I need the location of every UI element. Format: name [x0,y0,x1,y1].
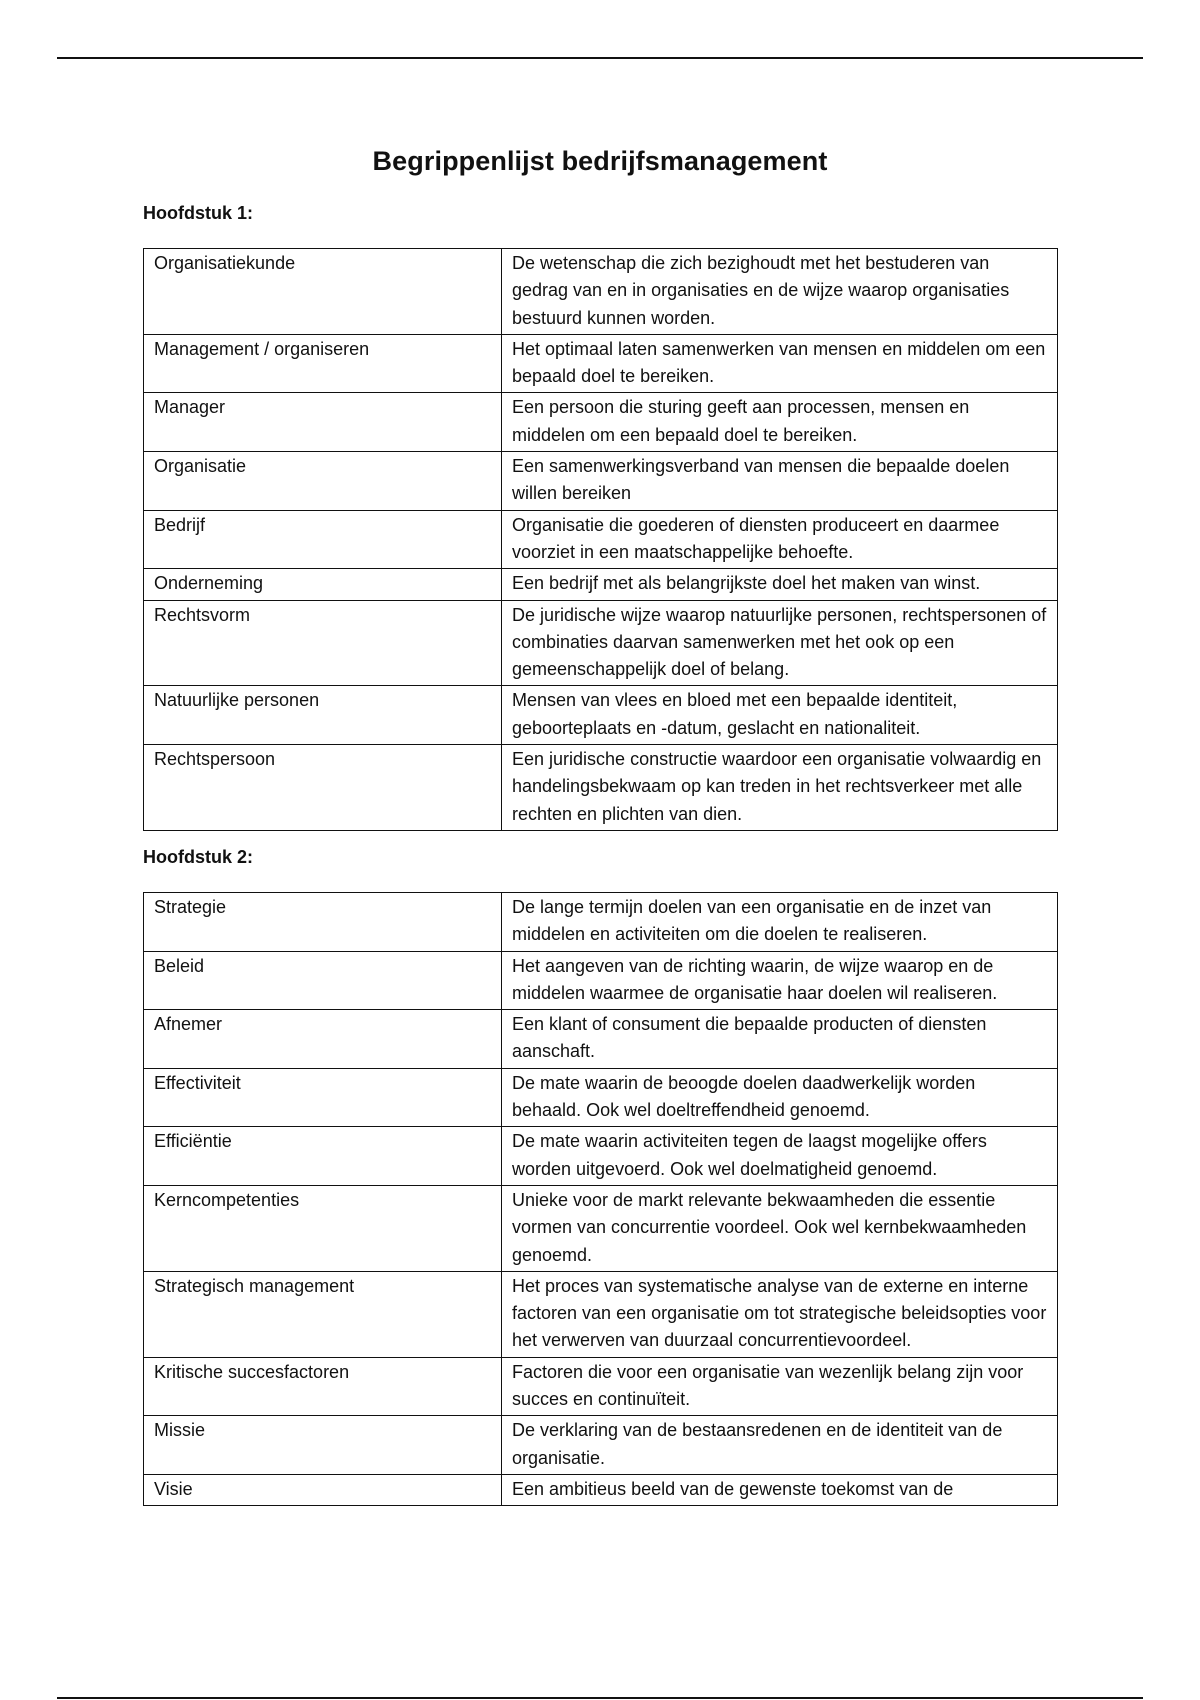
table-row [144,249,1058,335]
definition-cell: De wetenschap die zich bezighoudt met het bestuderen van gedrag van en in organisaties en de wijze waarop organisaties bestuurd kunnen worden. [502,249,1058,335]
term-cell: Natuurlijke personen [144,686,502,745]
definition-cell: Factoren die voor een organisatie van wezenlijk belang zijn voor succes en continuïteit. [502,1357,1058,1416]
table-row [144,1127,1058,1186]
term-cell: Strategie [144,893,502,952]
definition-cell: Een juridische constructie waardoor een organisatie volwaardig en handelingsbekwaam op kan treden in het rechtsverkeer met alle rechten en plichten van dien. [502,745,1058,831]
table-row [144,510,1058,569]
table-row [144,686,1058,745]
term-cell: Kerncompetenties [144,1185,502,1271]
term-cell: Kritische succesfactoren [144,1357,502,1416]
term-cell: Rechtsvorm [144,600,502,686]
chapter-2-heading: Hoofdstuk 2: [143,847,253,867]
table-row [144,1416,1058,1475]
definition-cell: Het proces van systematische analyse van de externe en interne factoren van een organisatie om tot strategische beleidsopties voor het verwerven van duurzaal concurrentievoordeel. [502,1271,1058,1357]
term-cell: Management / organiseren [144,334,502,393]
definition-cell: Een persoon die sturing geeft aan processen, mensen en middelen om een bepaald doel te bereiken. [502,393,1058,452]
term-cell: Missie [144,1416,502,1475]
term-cell: Organisatiekunde [144,249,502,335]
table-row [144,1271,1058,1357]
table-row [144,951,1058,1010]
term-cell: Effectiviteit [144,1068,502,1127]
table-row [144,393,1058,452]
term-cell: Beleid [144,951,502,1010]
table-row [144,1185,1058,1271]
term-cell: Organisatie [144,452,502,511]
definition-cell: Een klant of consument die bepaalde producten of diensten aanschaft. [502,1010,1058,1069]
page-footer-rule [57,1697,1143,1699]
definition-cell: De lange termijn doelen van een organisatie en de inzet van middelen en activiteiten om die doelen te realiseren. [502,893,1058,952]
table-row [144,600,1058,686]
table-row [144,1474,1058,1505]
document-title: Begrippenlijst bedrijfsmanagement [372,146,828,176]
definition-cell: De juridische wijze waarop natuurlijke personen, rechtspersonen of combinaties daarvan samenwerken met het ook op een gemeenschappelijk doel of belang. [502,600,1058,686]
table-row [144,893,1058,952]
table-row [144,452,1058,511]
table-row [144,334,1058,393]
term-cell: Rechtspersoon [144,745,502,831]
table-row [144,1068,1058,1127]
definition-cell: Organisatie die goederen of diensten produceert en daarmee voorziet in een maatschappelijke behoefte. [502,510,1058,569]
term-cell: Bedrijf [144,510,502,569]
definition-cell: Unieke voor de markt relevante bekwaamheden die essentie vormen van concurrentie voordeel. Ook wel kernbekwaamheden genoemd. [502,1185,1058,1271]
table-row [144,1010,1058,1069]
chapter-2-glossary-table [143,892,1058,1506]
definition-cell: De mate waarin activiteiten tegen de laagst mogelijke offers worden uitgevoerd. Ook wel doelmatigheid genoemd. [502,1127,1058,1186]
definition-cell: Een samenwerkingsverband van mensen die bepaalde doelen willen bereiken [502,452,1058,511]
term-cell: Efficiëntie [144,1127,502,1186]
definition-cell: Het aangeven van de richting waarin, de wijze waarop en de middelen waarmee de organisatie haar doelen wil realiseren. [502,951,1058,1010]
definition-cell: De mate waarin de beoogde doelen daadwerkelijk worden behaald. Ook wel doeltreffendheid genoemd. [502,1068,1058,1127]
chapter-1-glossary-table [143,248,1058,831]
term-cell: Visie [144,1474,502,1505]
table-row [144,745,1058,831]
term-cell: Strategisch management [144,1271,502,1357]
definition-cell: Een ambitieus beeld van de gewenste toekomst van de [502,1474,1058,1505]
page-header-rule [57,57,1143,59]
chapter-1-heading: Hoofdstuk 1: [143,203,253,223]
term-cell: Afnemer [144,1010,502,1069]
definition-cell: Een bedrijf met als belangrijkste doel het maken van winst. [502,569,1058,600]
definition-cell: De verklaring van de bestaansredenen en de identiteit van de organisatie. [502,1416,1058,1475]
term-cell: Onderneming [144,569,502,600]
definition-cell: Mensen van vlees en bloed met een bepaalde identiteit, geboorteplaats en -datum, geslacht en nationaliteit. [502,686,1058,745]
definition-cell: Het optimaal laten samenwerken van mensen en middelen om een bepaald doel te bereiken. [502,334,1058,393]
table-row [144,1357,1058,1416]
table-row [144,569,1058,600]
term-cell: Manager [144,393,502,452]
